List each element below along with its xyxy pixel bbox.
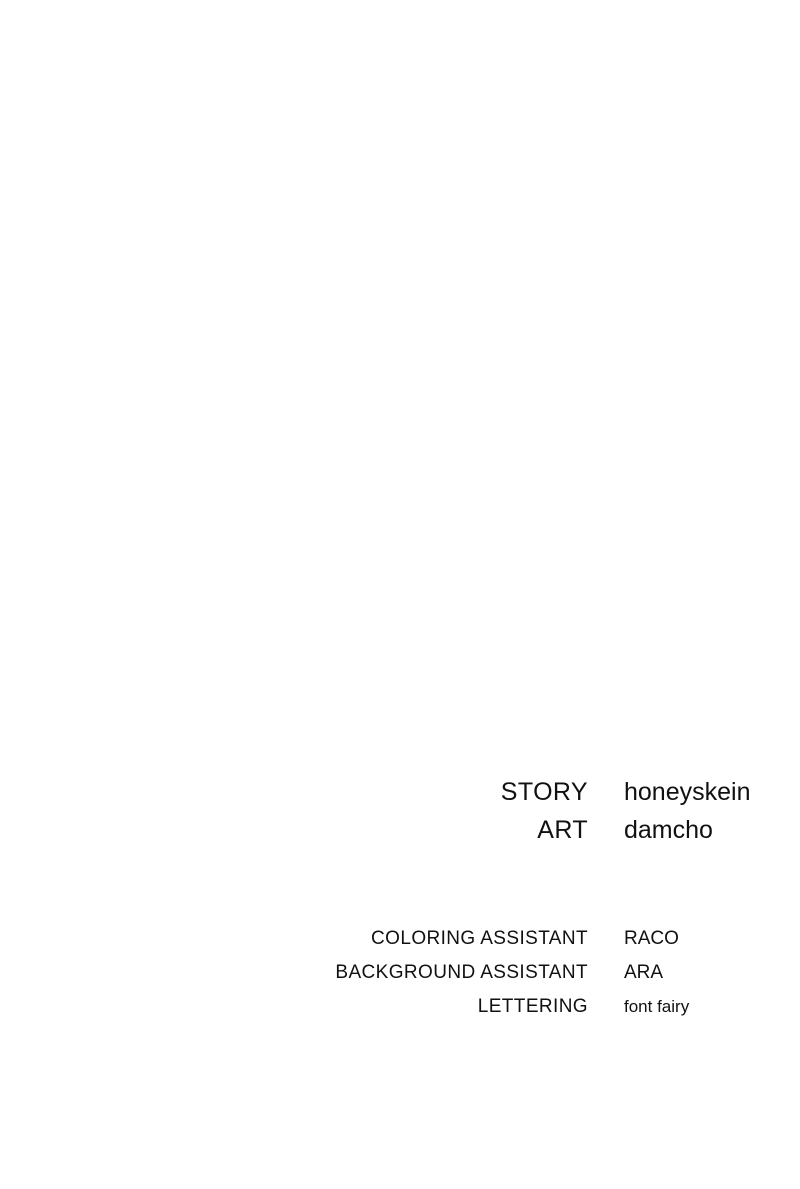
credit-role-label: BACKGROUND ASSISTANT — [335, 962, 588, 983]
credit-row — [0, 962, 800, 996]
credit-role-label: ART — [537, 816, 588, 844]
credits-block — [0, 778, 800, 1030]
credits-primary-group — [0, 778, 800, 854]
credit-row — [0, 996, 800, 1030]
credit-role-label: LETTERING — [477, 996, 588, 1017]
credit-row — [0, 816, 800, 854]
credit-name-value: damcho — [624, 816, 713, 844]
credit-name-value: honeyskein — [624, 778, 751, 806]
credit-role-label: COLORING ASSISTANT — [371, 928, 588, 949]
credit-name-value: ARA — [624, 962, 664, 983]
credit-role-label: STORY — [500, 778, 588, 806]
credits-secondary-group — [0, 928, 800, 1030]
credit-row — [0, 778, 800, 816]
credit-name-value: RACO — [624, 928, 679, 949]
credit-name-value: font fairy — [624, 997, 690, 1016]
credit-row — [0, 928, 800, 962]
